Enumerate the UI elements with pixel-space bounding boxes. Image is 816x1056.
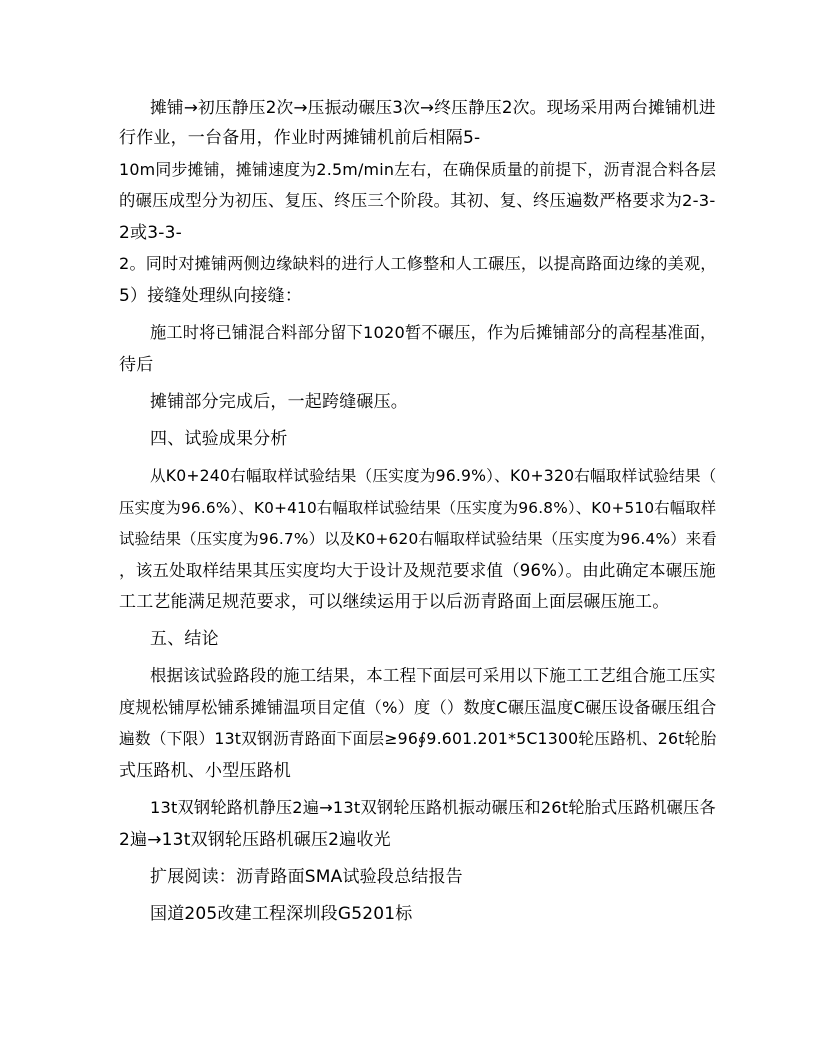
text-line: 13t双钢轮路机静压2遍→13t双钢轮压路机振动碾压和26t轮胎式压路机碾压各 (150, 798, 716, 817)
text-line: 国道205改建工程深圳段G5201标 (150, 904, 413, 924)
text-line: 待后 (119, 355, 154, 375)
text-line: ，该五处取样结果其压实度均大于设计及规范要求值（96%）。由此确定本碾压施 (119, 561, 716, 580)
text-line: 根据该试验路段的施工结果，本工程下面层可采用以下施工工艺组合施工压实 (150, 666, 716, 685)
text-line: 度规松铺厚松铺系摊铺温项目定值（%）度（）数度C碾压温度C碾压设备碾压组合 (119, 698, 717, 717)
text-line: 压实度为96.6%）、K0+410右幅取样试验结果（压实度为96.8%）、K0+510右幅取样 (119, 499, 717, 517)
text-line: 10m同步摊铺，摊铺速度为2.5m/min左右，在确保质量的前提下，沥青混合料各层 (119, 160, 717, 179)
text-line: 施工时将已铺混合料部分留下1020暂不碾压，作为后摊铺部分的高程基准面， (150, 323, 717, 342)
text-line: 的碾压成型分为初压、复压、终压三个阶段。其初、复、终压遍数严格要求为2-3- (119, 191, 716, 210)
text-line: 2或3-3- (119, 223, 182, 243)
section-heading: 四、试验成果分析 (150, 429, 288, 449)
text-line: 摊铺部分完成后，一起跨缝碾压。 (150, 392, 408, 412)
text-line: 摊铺→初压静压2次→压振动碾压3次→终压静压2次。现场采用两台摊铺机进 (150, 97, 716, 117)
text-line: 式压路机、小型压路机 (119, 761, 291, 781)
text-line: 试验结果（压实度为96.7%）以及K0+620右幅取样试验结果（压实度为96.4%）来看 (119, 530, 717, 548)
section-heading: 五、结论 (150, 629, 219, 649)
text-line: 2遍→13t双钢轮压路机碾压2遍收光 (119, 830, 391, 850)
text-line: 2。同时对摊铺两侧边缘缺料的进行人工修整和人工碾压，以提高路面边缘的美观， (119, 254, 717, 273)
text-line: 工工艺能满足规范要求，可以继续运用于以后沥青路面上面层碾压施工。 (119, 592, 670, 612)
text-line: 从K0+240右幅取样试验结果（压实度为96.9%）、K0+320右幅取样试验结果（ (150, 467, 717, 485)
text-line: 行作业，一台备用，作业时两摊铺机前后相隔5- (119, 128, 481, 148)
text-line: 扩展阅读：沥青路面SMA试验段总结报告 (150, 867, 463, 887)
text-line: 5）接缝处理纵向接缝： (119, 286, 303, 306)
text-line: 遍数（下限）13t双钢沥青路面下面层≥96∮9.601.201*5C1300轮压路机、26t轮胎 (119, 729, 717, 748)
